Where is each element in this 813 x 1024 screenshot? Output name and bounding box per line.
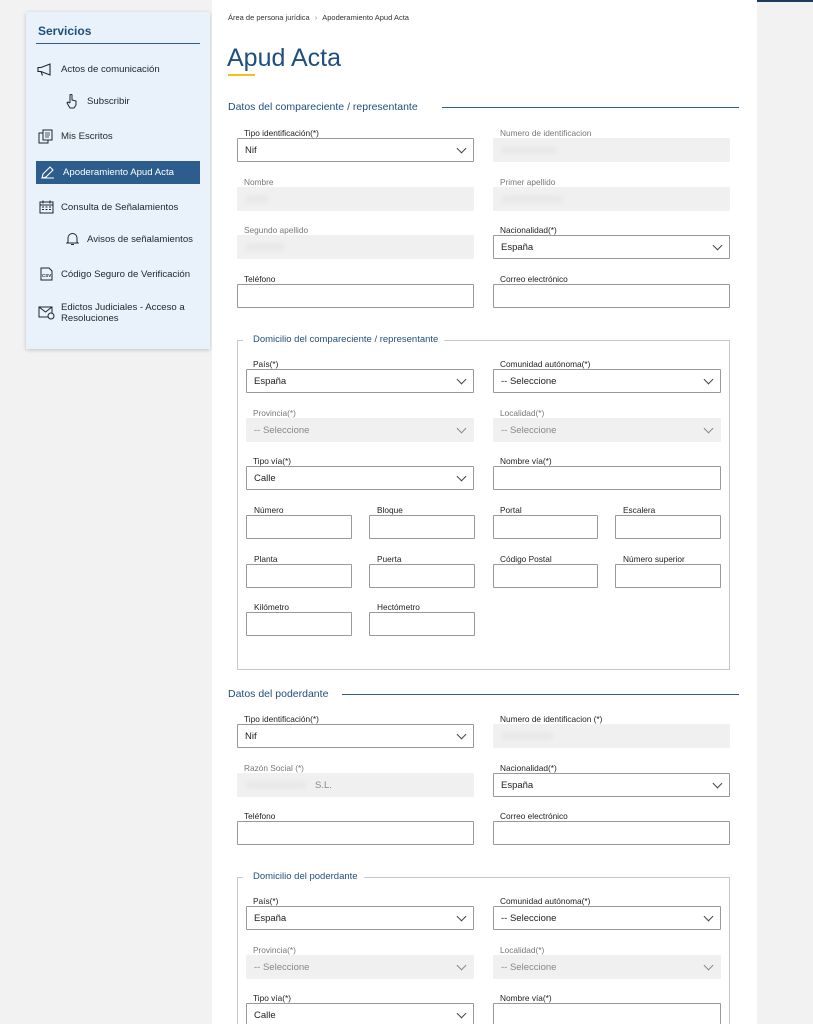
- sidebar-item-apoderamiento[interactable]: Apoderamiento Apud Acta: [36, 161, 200, 184]
- numero-input[interactable]: [246, 515, 352, 539]
- puerta-input[interactable]: [369, 564, 475, 588]
- chevron-down-icon: [457, 1009, 467, 1019]
- poderdante-telefono-label: Teléfono: [237, 811, 281, 821]
- chevron-down-icon: [713, 779, 723, 789]
- numero-identificacion-field: [493, 138, 730, 162]
- poderdante-localidad-select: -- Seleccione: [493, 955, 721, 979]
- page-title-underline: [228, 74, 255, 76]
- breadcrumb: [228, 13, 409, 22]
- documents-icon: [36, 129, 56, 143]
- chevron-down-icon: [704, 424, 714, 434]
- nombre-via-label: Nombre vía(*): [493, 456, 558, 466]
- codigo-postal-label: Código Postal: [493, 554, 558, 564]
- localidad-select: -- Seleccione: [493, 418, 721, 442]
- poderdante-provincia-select: -- Seleccione: [246, 955, 474, 979]
- svg-text:CSV: CSV: [41, 273, 51, 278]
- poderdante-numero-identificacion-label: Numero de identificacion (*): [493, 714, 608, 724]
- kilometro-input[interactable]: [246, 612, 352, 636]
- sidebar-item-subscribir[interactable]: Subscribir: [62, 94, 226, 108]
- domicilio-poderdante-legend: Domicilio del poderdante: [243, 871, 364, 882]
- nacionalidad-select[interactable]: España: [493, 235, 730, 259]
- poderdante-nacionalidad-label: Nacionalidad(*): [493, 763, 563, 773]
- sidebar-title-divider: [36, 43, 200, 44]
- domicilio-compareciente-legend: Domicilio del compareciente / representante: [243, 334, 444, 345]
- poderdante-comunidad-label: Comunidad autónoma(*): [493, 896, 596, 906]
- megaphone-icon: [36, 62, 56, 76]
- portal-label: Portal: [493, 505, 528, 515]
- breadcrumb-separator: ›: [314, 13, 318, 22]
- razon-social-label: Razón Social (*): [244, 763, 304, 773]
- chevron-down-icon: [457, 730, 467, 740]
- redacted-value: [501, 732, 553, 740]
- numero-identificacion-label: Numero de identificacion: [500, 128, 592, 138]
- bell-icon: [62, 232, 82, 246]
- sidebar-title: Servicios: [38, 24, 92, 38]
- poderdante-telefono-input[interactable]: [237, 821, 474, 845]
- primer-apellido-field: [493, 187, 730, 211]
- sidebar-item-consulta[interactable]: Consulta de Señalamientos: [36, 200, 200, 214]
- section-divider: [342, 694, 739, 695]
- poderdante-tipo-identificacion-label: Tipo identificación(*): [237, 714, 325, 724]
- poderdante-correo-label: Correo electrónico: [493, 811, 574, 821]
- redacted-value: [245, 195, 269, 203]
- chevron-down-icon: [704, 912, 714, 922]
- correo-input[interactable]: [493, 284, 730, 308]
- pais-select[interactable]: España: [246, 369, 474, 393]
- domicilio-poderdante-fieldset: [237, 877, 730, 1024]
- bloque-label: Bloque: [370, 505, 409, 515]
- numero-superior-input[interactable]: [615, 564, 721, 588]
- sidebar: [26, 12, 210, 349]
- poderdante-pais-label: País(*): [246, 896, 284, 906]
- poderdante-nombre-via-input[interactable]: [493, 1003, 721, 1024]
- nombre-label: Nombre: [244, 177, 274, 187]
- poderdante-correo-input[interactable]: [493, 821, 730, 845]
- sidebar-item-mis-escritos[interactable]: Mis Escritos: [36, 129, 200, 143]
- section-title-compareciente: Datos del compareciente / representante: [228, 101, 426, 113]
- segundo-apellido-field: [237, 235, 474, 259]
- poderdante-nombre-via-label: Nombre vía(*): [493, 993, 558, 1003]
- redacted-value: [245, 781, 307, 789]
- poderdante-tipo-via-select[interactable]: Calle: [246, 1003, 474, 1024]
- comunidad-select[interactable]: -- Seleccione: [493, 369, 721, 393]
- sidebar-item-edictos[interactable]: Edictos Judiciales - Acceso a Resoluciones: [36, 302, 200, 326]
- planta-input[interactable]: [246, 564, 352, 588]
- poderdante-provincia-label: Provincia(*): [253, 945, 296, 955]
- chevron-down-icon: [457, 144, 467, 154]
- redacted-value: [501, 195, 563, 203]
- calendar-icon: [36, 200, 56, 214]
- puerta-label: Puerta: [370, 554, 407, 564]
- correo-label: Correo electrónico: [493, 274, 574, 284]
- sidebar-item-actos[interactable]: Actos de comunicación: [36, 62, 200, 76]
- sidebar-item-csv[interactable]: CSV Código Seguro de Verificación: [36, 267, 200, 281]
- poderdante-comunidad-select[interactable]: -- Seleccione: [493, 906, 721, 930]
- page-title: Apud Acta: [227, 44, 341, 72]
- envelope-icon: [36, 306, 56, 320]
- provincia-label: Provincia(*): [253, 408, 296, 418]
- primer-apellido-label: Primer apellido: [500, 177, 556, 187]
- section-divider: [442, 107, 739, 108]
- hectometro-label: Hectómetro: [370, 602, 426, 612]
- tipo-via-label: Tipo vía(*): [246, 456, 297, 466]
- pen-icon: [38, 166, 58, 180]
- breadcrumb-current: Apoderamiento Apud Acta: [322, 13, 409, 22]
- chevron-down-icon: [457, 472, 467, 482]
- nombre-via-input[interactable]: [493, 466, 721, 490]
- portal-input[interactable]: [493, 515, 598, 539]
- provincia-select: -- Seleccione: [246, 418, 474, 442]
- tipo-identificacion-select[interactable]: Nif: [237, 138, 474, 162]
- pais-label: País(*): [246, 359, 284, 369]
- numero-superior-label: Número superior: [616, 554, 691, 564]
- codigo-postal-input[interactable]: [493, 564, 598, 588]
- breadcrumb-home-link[interactable]: Área de persona jurídica: [228, 13, 310, 22]
- nacionalidad-label: Nacionalidad(*): [493, 225, 563, 235]
- tipo-via-select[interactable]: Calle: [246, 466, 474, 490]
- numero-label: Número: [247, 505, 290, 515]
- poderdante-tipo-identificacion-select[interactable]: Nif: [237, 724, 474, 748]
- chevron-down-icon: [704, 961, 714, 971]
- poderdante-numero-identificacion-field: [493, 724, 730, 748]
- chevron-down-icon: [457, 375, 467, 385]
- chevron-down-icon: [457, 961, 467, 971]
- chevron-down-icon: [704, 375, 714, 385]
- bloque-input[interactable]: [369, 515, 475, 539]
- sidebar-item-avisos[interactable]: Avisos de señalamientos: [62, 232, 226, 246]
- planta-label: Planta: [247, 554, 284, 564]
- localidad-label: Localidad(*): [500, 408, 545, 418]
- poderdante-nacionalidad-select[interactable]: España: [493, 773, 730, 797]
- csv-icon: [36, 267, 56, 281]
- escalera-input[interactable]: [615, 515, 721, 539]
- chevron-down-icon: [457, 424, 467, 434]
- kilometro-label: Kilómetro: [247, 602, 295, 612]
- hand-pointer-icon: [62, 94, 82, 108]
- redacted-value: [245, 243, 285, 251]
- poderdante-tipo-via-label: Tipo vía(*): [246, 993, 297, 1003]
- main-content: [212, 0, 757, 1024]
- telefono-label: Teléfono: [237, 274, 281, 284]
- comunidad-label: Comunidad autónoma(*): [493, 359, 596, 369]
- poderdante-localidad-label: Localidad(*): [500, 945, 545, 955]
- tipo-identificacion-label: Tipo identificación(*): [237, 128, 325, 138]
- escalera-label: Escalera: [616, 505, 661, 515]
- nombre-field: [237, 187, 474, 211]
- hectometro-input[interactable]: [369, 612, 475, 636]
- telefono-input[interactable]: [237, 284, 474, 308]
- razon-social-field: S.L.: [237, 773, 474, 797]
- chevron-down-icon: [713, 241, 723, 251]
- redacted-value: [501, 146, 557, 154]
- segundo-apellido-label: Segundo apellido: [244, 225, 309, 235]
- section-title-poderdante: Datos del poderdante: [228, 688, 336, 700]
- chevron-down-icon: [457, 912, 467, 922]
- poderdante-pais-select[interactable]: España: [246, 906, 474, 930]
